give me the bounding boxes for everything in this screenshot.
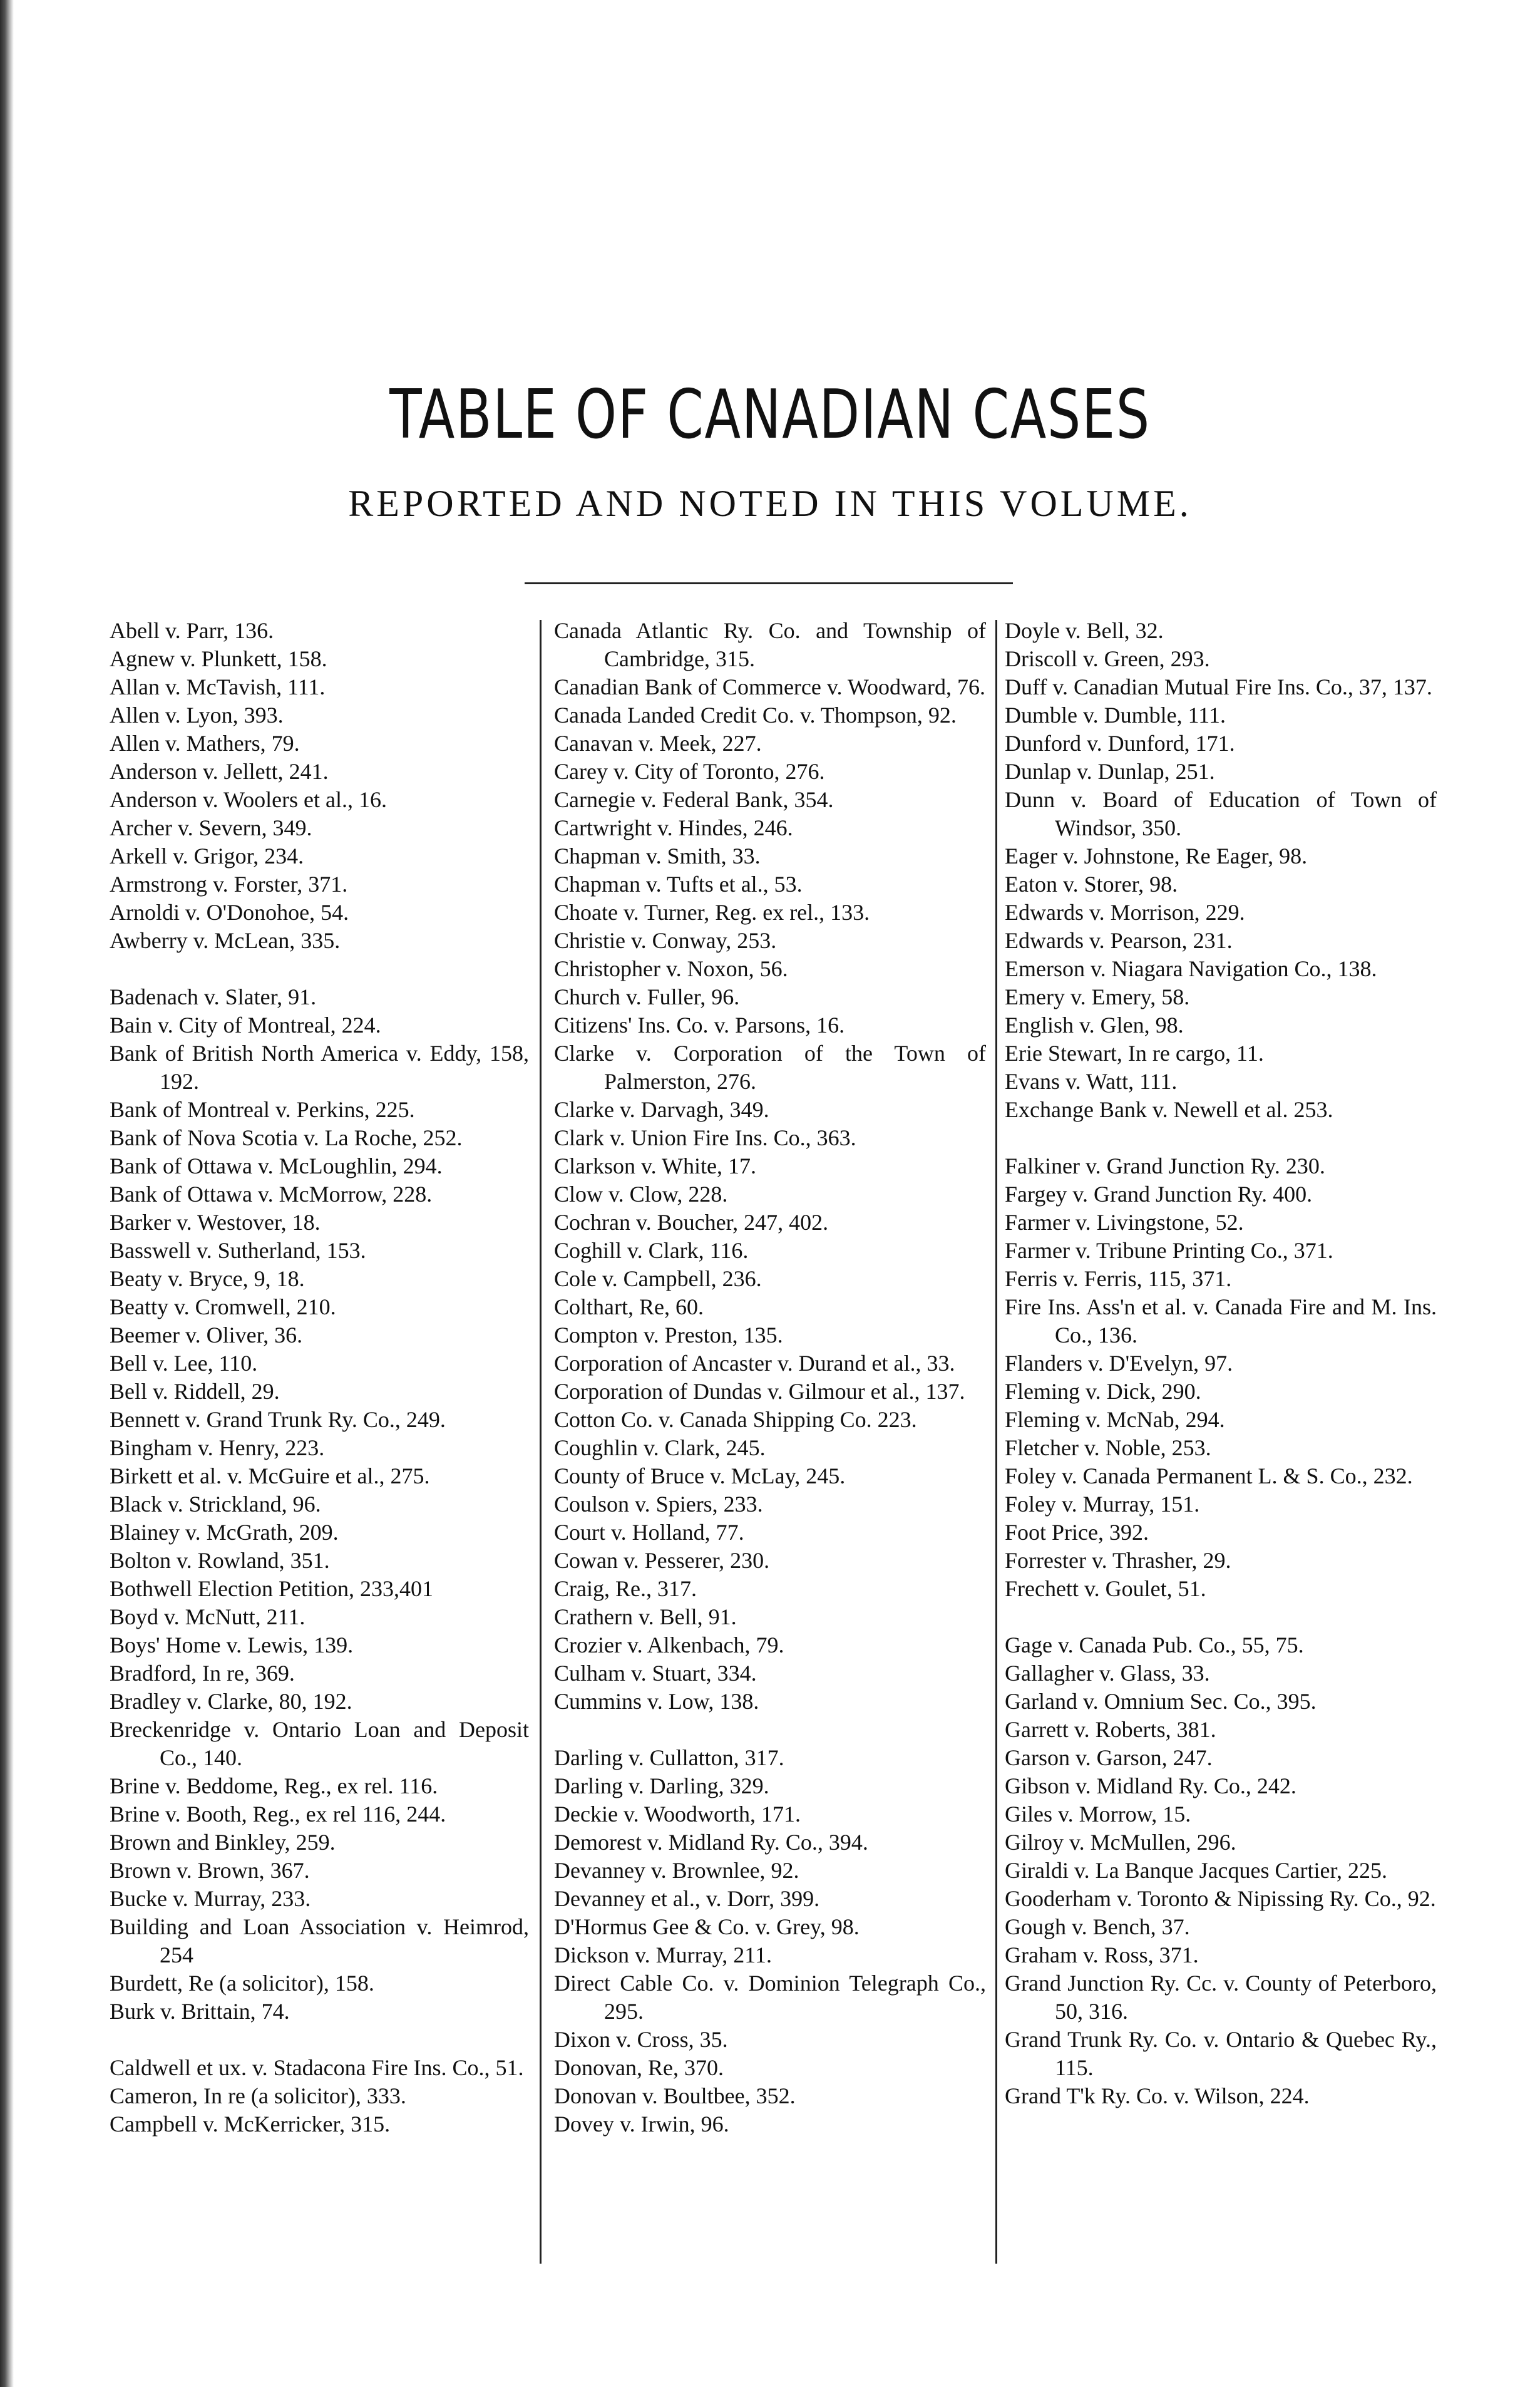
case-entry: Compton v. Preston, 135. <box>554 1322 783 1348</box>
case-entry: Choate v. Turner, Reg. ex rel., 133. <box>554 900 870 925</box>
case-entry: Anderson v. Jellett, 241. <box>110 759 329 784</box>
case-entry: Cole v. Campbell, 236. <box>554 1266 762 1291</box>
case-entry: Agnew v. Plunkett, 158. <box>110 646 327 671</box>
case-entry: Bank of Ottawa v. McLoughlin, 294. <box>110 1153 443 1178</box>
case-entry: Coulson v. Spiers, 233. <box>554 1492 763 1517</box>
case-entry: Boyd v. McNutt, 211. <box>110 1604 305 1629</box>
case-entry: Dovey v. Irwin, 96. <box>554 2111 729 2137</box>
case-entry: Gough v. Bench, 37. <box>1005 1914 1190 1939</box>
case-entry: Boys' Home v. Lewis, 139. <box>110 1632 354 1657</box>
case-entry: Cameron, In re (a solicitor), 333. <box>110 2083 406 2108</box>
case-entry: Doyle v. Bell, 32. <box>1005 618 1164 643</box>
case-column-3 <box>1005 617 1437 2110</box>
case-entry: Devanney v. Brownlee, 92. <box>554 1858 799 1883</box>
case-column-1 <box>110 617 529 2138</box>
case-entry: Campbell v. McKerricker, 315. <box>110 2111 391 2137</box>
case-entry: Dickson v. Murray, 211. <box>554 1942 772 1967</box>
case-entry: Bingham v. Henry, 223. <box>110 1435 325 1460</box>
case-entry: Giraldi v. La Banque Jacques Cartier, 225. <box>1005 1858 1388 1883</box>
case-entry: Forrester v. Thrasher, 29. <box>1005 1548 1231 1573</box>
case-entry: Arnoldi v. O'Donohoe, 54. <box>110 900 349 925</box>
case-entry: Edwards v. Pearson, 231. <box>1005 928 1233 953</box>
case-entry: Beatty v. Cromwell, 210. <box>110 1294 336 1319</box>
case-entry: Clow v. Clow, 228. <box>554 1182 728 1207</box>
case-column-2 <box>554 617 986 2138</box>
case-entry: Canada Atlantic Ry. Co. and Township of Cambridge, 315. <box>554 618 986 671</box>
case-entry: Donovan v. Boultbee, 352. <box>554 2083 796 2108</box>
case-entry: Farmer v. Tribune Printing Co., 371. <box>1005 1238 1333 1263</box>
case-entry: Beaty v. Bryce, 9, 18. <box>110 1266 305 1291</box>
case-entry: Bank of Nova Scotia v. La Roche, 252. <box>110 1125 463 1150</box>
case-entry: Brine v. Booth, Reg., ex rel 116, 244. <box>110 1802 446 1827</box>
case-entry: Chapman v. Tufts et al., 53. <box>554 872 803 897</box>
case-entry: Gooderham v. Toronto & Nipissing Ry. Co., 92. <box>1005 1886 1436 1911</box>
case-entry: Armstrong v. Forster, 371. <box>110 872 348 897</box>
case-entry: Dunford v. Dunford, 171. <box>1005 731 1235 756</box>
case-entry: Bucke v. Murray, 233. <box>110 1886 311 1911</box>
case-entry: Canavan v. Meek, 227. <box>554 731 762 756</box>
case-entry: Bothwell Election Petition, 233,401 <box>110 1576 433 1601</box>
case-entry: English v. Glen, 98. <box>1005 1013 1184 1038</box>
case-entry: Fleming v. McNab, 294. <box>1005 1407 1225 1432</box>
case-entry: Birkett et al. v. McGuire et al., 275. <box>110 1463 430 1488</box>
title-rule <box>525 582 1013 584</box>
case-entry: Darling v. Cullatton, 317. <box>554 1745 784 1770</box>
case-entry: Barker v. Westover, 18. <box>110 1210 321 1235</box>
case-entry: Christopher v. Noxon, 56. <box>554 956 788 981</box>
case-entry: Foley v. Murray, 151. <box>1005 1492 1200 1517</box>
case-entry: Brown and Binkley, 259. <box>110 1830 336 1855</box>
case-entry: Clarkson v. White, 17. <box>554 1153 756 1178</box>
case-entry: Cochran v. Boucher, 247, 402. <box>554 1210 829 1235</box>
page-title: TABLE OF CANADIAN CASES <box>389 376 1151 454</box>
case-entry: Cartwright v. Hindes, 246. <box>554 815 793 840</box>
case-entry: Foley v. Canada Permanent L. & S. Co., 232. <box>1005 1463 1413 1488</box>
case-entry: Gallagher v. Glass, 33. <box>1005 1661 1210 1686</box>
page-subtitle: REPORTED AND NOTED IN THIS VOLUME. <box>348 483 1192 524</box>
case-entry: Brown v. Brown, 367. <box>110 1858 310 1883</box>
case-entry: Frechett v. Goulet, 51. <box>1005 1576 1206 1601</box>
case-entry: Colthart, Re, 60. <box>554 1294 704 1319</box>
case-entry: Falkiner v. Grand Junction Ry. 230. <box>1005 1153 1325 1178</box>
case-entry: Clarke v. Corporation of the Town of Palmerston, 276. <box>554 1041 986 1094</box>
case-entry: Court v. Holland, 77. <box>554 1520 744 1545</box>
case-entry: Eaton v. Storer, 98. <box>1005 872 1178 897</box>
case-entry: Citizens' Ins. Co. v. Parsons, 16. <box>554 1013 845 1038</box>
case-entry: Cotton Co. v. Canada Shipping Co. 223. <box>554 1407 917 1432</box>
case-entry: Anderson v. Woolers et al., 16. <box>110 787 388 812</box>
case-entry: Demorest v. Midland Ry. Co., 394. <box>554 1830 868 1855</box>
case-entry: Dixon v. Cross, 35. <box>554 2027 728 2052</box>
case-entry: Bank of British North America v. Eddy, 158, 192. <box>110 1041 529 1094</box>
case-entry: Bell v. Riddell, 29. <box>110 1379 280 1404</box>
case-entry: Dunlap v. Dunlap, 251. <box>1005 759 1215 784</box>
case-entry: Foot Price, 392. <box>1005 1520 1149 1545</box>
case-entry: Allen v. Lyon, 393. <box>110 703 284 728</box>
case-entry: Brine v. Beddome, Reg., ex rel. 116. <box>110 1773 438 1798</box>
case-entry: Cowan v. Pesserer, 230. <box>554 1548 770 1573</box>
case-entry: Dunn v. Board of Education of Town of Windsor, 350. <box>1005 787 1437 840</box>
case-entry: D'Hormus Gee & Co. v. Grey, 98. <box>554 1914 860 1939</box>
case-entry: Beemer v. Oliver, 36. <box>110 1322 303 1348</box>
case-entry: Darling v. Darling, 329. <box>554 1773 769 1798</box>
case-entry: Bradley v. Clarke, 80, 192. <box>110 1689 352 1714</box>
case-entry: Church v. Fuller, 96. <box>554 984 740 1009</box>
column-divider <box>540 620 542 2264</box>
case-entry: Abell v. Parr, 136. <box>110 618 274 643</box>
case-entry: Caldwell et ux. v. Stadacona Fire Ins. Co., 51. <box>110 2055 524 2080</box>
case-entry: Carnegie v. Federal Bank, 354. <box>554 787 834 812</box>
case-entry: Exchange Bank v. Newell et al. 253. <box>1005 1097 1333 1122</box>
case-entry: Edwards v. Morrison, 229. <box>1005 900 1245 925</box>
case-entry: Basswell v. Sutherland, 153. <box>110 1238 366 1263</box>
case-entry: Duff v. Canadian Mutual Fire Ins. Co., 37, 137. <box>1005 674 1432 699</box>
case-entry: Clarke v. Darvagh, 349. <box>554 1097 769 1122</box>
case-entry: Evans v. Watt, 111. <box>1005 1069 1178 1094</box>
case-entry: Fleming v. Dick, 290. <box>1005 1379 1201 1404</box>
case-entry: Black v. Strickland, 96. <box>110 1492 321 1517</box>
case-entry: Allen v. Mathers, 79. <box>110 731 300 756</box>
case-entry: Bolton v. Rowland, 351. <box>110 1548 330 1573</box>
case-entry: Blainey v. McGrath, 209. <box>110 1520 339 1545</box>
case-entry: County of Bruce v. McLay, 245. <box>554 1463 846 1488</box>
case-entry: Fire Ins. Ass'n et al. v. Canada Fire and M. Ins. Co., 136. <box>1005 1294 1437 1348</box>
case-entry: Direct Cable Co. v. Dominion Telegraph Co., 295. <box>554 1971 986 2024</box>
case-entry: Cummins v. Low, 138. <box>554 1689 759 1714</box>
case-entry: Corporation of Dundas v. Gilmour et al., 137. <box>554 1379 965 1404</box>
case-entry: Burk v. Brittain, 74. <box>110 1999 290 2024</box>
case-entry: Corporation of Ancaster v. Durand et al., 33. <box>554 1351 955 1376</box>
case-entry: Bell v. Lee, 110. <box>110 1351 258 1376</box>
case-entry: Bain v. City of Montreal, 224. <box>110 1013 381 1038</box>
case-entry: Gage v. Canada Pub. Co., 55, 75. <box>1005 1632 1304 1657</box>
case-entry: Arkell v. Grigor, 234. <box>110 843 304 869</box>
case-entry: Farmer v. Livingstone, 52. <box>1005 1210 1244 1235</box>
case-entry: Crozier v. Alkenbach, 79. <box>554 1632 784 1657</box>
case-entry: Culham v. Stuart, 334. <box>554 1661 757 1686</box>
case-entry: Devanney et al., v. Dorr, 399. <box>554 1886 820 1911</box>
case-entry: Graham v. Ross, 371. <box>1005 1942 1199 1967</box>
case-entry: Coghill v. Clark, 116. <box>554 1238 749 1263</box>
case-entry: Fargey v. Grand Junction Ry. 400. <box>1005 1182 1313 1207</box>
case-entry: Bank of Ottawa v. McMorrow, 228. <box>110 1182 433 1207</box>
case-entry: Craig, Re., 317. <box>554 1576 697 1601</box>
case-entry: Chapman v. Smith, 33. <box>554 843 761 869</box>
case-entry: Gilroy v. McMullen, 296. <box>1005 1830 1236 1855</box>
case-entry: Driscoll v. Green, 293. <box>1005 646 1210 671</box>
case-entry: Deckie v. Woodworth, 171. <box>554 1802 801 1827</box>
case-entry: Donovan, Re, 370. <box>554 2055 724 2080</box>
case-entry: Crathern v. Bell, 91. <box>554 1604 737 1629</box>
case-entry: Eager v. Johnstone, Re Eager, 98. <box>1005 843 1308 869</box>
case-entry: Badenach v. Slater, 91. <box>110 984 317 1009</box>
case-entry: Allan v. McTavish, 111. <box>110 674 326 699</box>
column-divider <box>995 620 997 2264</box>
case-entry: Bennett v. Grand Trunk Ry. Co., 249. <box>110 1407 446 1432</box>
case-entry: Grand Junction Ry. Cc. v. County of Peterboro, 50, 316. <box>1005 1971 1437 2024</box>
case-entry: Giles v. Morrow, 15. <box>1005 1802 1191 1827</box>
case-entry: Garrett v. Roberts, 381. <box>1005 1717 1216 1742</box>
case-entry: Breckenridge v. Ontario Loan and Deposit Co., 140. <box>110 1717 529 1770</box>
case-entry: Awberry v. McLean, 335. <box>110 928 341 953</box>
case-entry: Canada Landed Credit Co. v. Thompson, 92. <box>554 703 957 728</box>
case-entry: Gibson v. Midland Ry. Co., 242. <box>1005 1773 1296 1798</box>
case-entry: Emery v. Emery, 58. <box>1005 984 1190 1009</box>
case-entry: Canadian Bank of Commerce v. Woodward, 76. <box>554 674 985 699</box>
case-entry: Archer v. Severn, 349. <box>110 815 312 840</box>
case-entry: Fletcher v. Noble, 253. <box>1005 1435 1211 1460</box>
case-entry: Bank of Montreal v. Perkins, 225. <box>110 1097 415 1122</box>
case-entry: Erie Stewart, In re cargo, 11. <box>1005 1041 1264 1066</box>
case-entry: Bradford, In re, 369. <box>110 1661 295 1686</box>
case-entry: Emerson v. Niagara Navigation Co., 138. <box>1005 956 1377 981</box>
case-entry: Ferris v. Ferris, 115, 371. <box>1005 1266 1232 1291</box>
case-entry: Flanders v. D'Evelyn, 97. <box>1005 1351 1233 1376</box>
case-entry: Coughlin v. Clark, 245. <box>554 1435 766 1460</box>
page-edge-shadow <box>0 0 14 2387</box>
case-entry: Carey v. City of Toronto, 276. <box>554 759 825 784</box>
case-entry: Burdett, Re (a solicitor), 158. <box>110 1971 374 1996</box>
case-entry: Christie v. Conway, 253. <box>554 928 777 953</box>
case-entry: Garland v. Omnium Sec. Co., 395. <box>1005 1689 1317 1714</box>
case-entry: Garson v. Garson, 247. <box>1005 1745 1213 1770</box>
case-entry: Grand Trunk Ry. Co. v. Ontario & Quebec Ry., 115. <box>1005 2027 1437 2080</box>
case-entry: Dumble v. Dumble, 111. <box>1005 703 1226 728</box>
case-entry: Building and Loan Association v. Heimrod, 254 <box>110 1914 529 1967</box>
case-entry: Grand T'k Ry. Co. v. Wilson, 224. <box>1005 2083 1310 2108</box>
case-entry: Clark v. Union Fire Ins. Co., 363. <box>554 1125 856 1150</box>
